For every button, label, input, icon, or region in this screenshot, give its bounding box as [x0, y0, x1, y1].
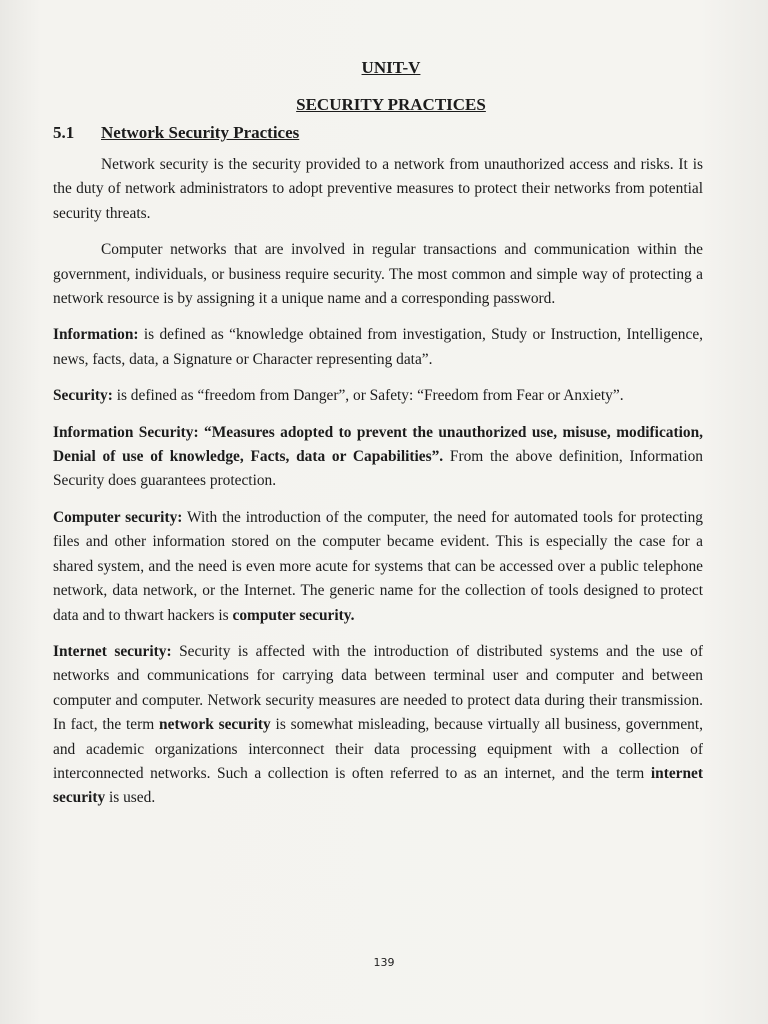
section-number: 5.1 [53, 123, 75, 142]
definition-text: With the introduction of the computer, the need for automated tools for protecting files and other information stored on the computer became evident. This is especially the case for a shared system, and the need is even more acute for systems that can be accessed over a public telephone network, data network, or the Internet. The generic name for the collection of tools designed to protect data and to thwart hackers is [53, 508, 704, 624]
definition-text: is used. [105, 789, 156, 807]
definition-security [53, 384, 703, 408]
intro-paragraph-1: Network security is the security provided to a network from unauthorized access and risks. It is the duty of network administrators to adopt preventive measures to protect their networks from potential security threats. [53, 156, 703, 222]
section-title: Network Security Practices [101, 123, 300, 142]
page-number: 139 [373, 956, 395, 969]
page-content [53, 58, 703, 823]
definition-information-security [53, 421, 703, 494]
definition-quote: “Measures adopted to prevent the unauthorized use, misuse, modification, Denial of use of knowledge, Facts, data or Capabilities”. [53, 423, 703, 466]
definition-bold-term: internet security [53, 764, 703, 807]
intro-paragraph-2: Computer networks that are involved in regular transactions and communication within the government, individuals, or business require security. The most common and simple way of protecting a network resource is by assigning it a unique name and a corresponding password. [53, 241, 703, 308]
definition-information [53, 323, 703, 372]
definition-term: Information: [53, 326, 139, 344]
definition-term: Information Security: [53, 423, 199, 441]
definition-internet-security [53, 640, 703, 811]
definition-bold-term: computer security. [232, 606, 355, 624]
definition-text: is somewhat misleading, because virtually all business, government, and academic organizations interconnect their data processing equipment with a collection of interconnected networks. Such a collection is often referred to as an internet, and the term [53, 716, 703, 782]
definition-text: From the above definition, Information Security does guarantees protection. [53, 448, 703, 490]
definition-term: Security: [53, 387, 113, 405]
definition-term: Internet security: [53, 642, 172, 660]
definition-computer-security [53, 506, 703, 628]
definition-text: is defined as “freedom from Danger”, or Safety: “Freedom from Fear or Anxiety”. [112, 387, 624, 405]
section-heading [53, 123, 703, 143]
definition-text: is defined as “knowledge obtained from investigation, Study or Instruction, Intelligence, news, facts, data, a Signature or Character representing data”. [53, 326, 703, 368]
definition-text: Security is affected with the introduction of distributed systems and the use of networks and communications for carrying data between terminal user and computer and between computer and computer. Network security measures are needed to protect data during their transmission. In fact, the term [53, 642, 703, 734]
chapter-title: SECURITY PRACTICES [296, 95, 486, 114]
definition-term: Computer security: [53, 508, 183, 526]
unit-title: UNIT-V [361, 58, 421, 77]
definition-bold-term: network security [159, 716, 271, 734]
